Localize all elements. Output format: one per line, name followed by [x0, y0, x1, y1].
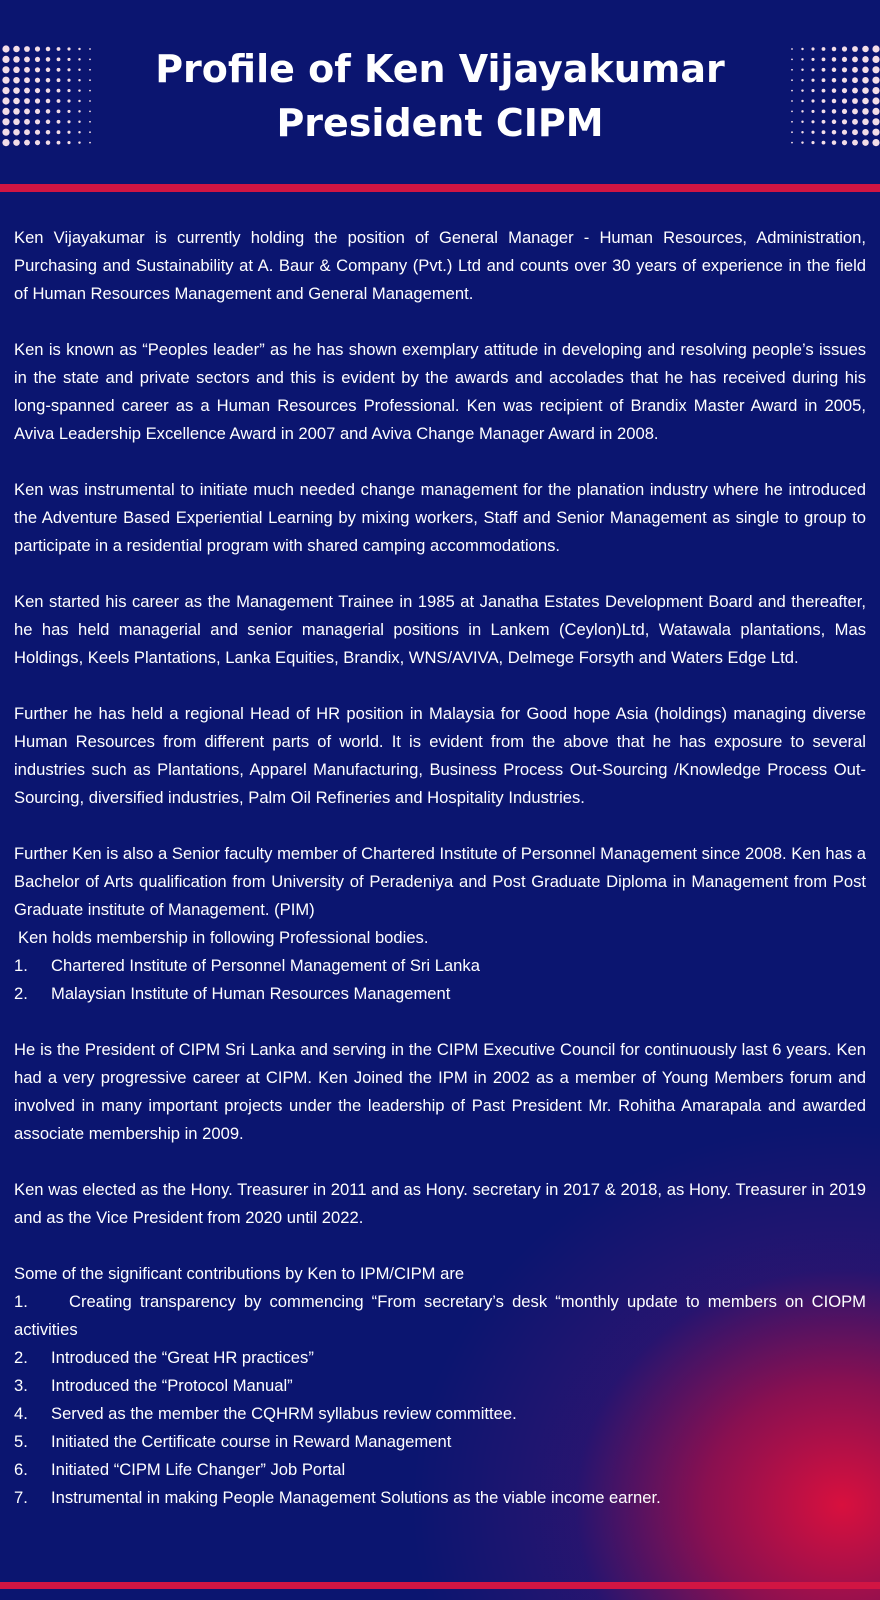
- list-item: 1. Chartered Institute of Personnel Management of Sri Lanka: [14, 956, 480, 975]
- membership-intro: Ken holds membership in following Professional bodies.: [18, 928, 429, 947]
- list-item: 4. Served as the member the CQHRM syllabus review committee.: [14, 1404, 517, 1423]
- list-item: 3. Introduced the “Protocol Manual”: [14, 1376, 293, 1395]
- paragraph-change-management: Ken was instrumental to initiate much needed change management for the planation industry where he introduced the Adventure Based Experiential Learning by mixing workers, Staff and Senior Management as single to group to participate in a residential program with shared camping accommodations.: [14, 480, 866, 555]
- contributions-intro: Some of the significant contributions by Ken to IPM/CIPM are: [14, 1264, 465, 1283]
- dot-pattern-right: [786, 44, 880, 148]
- list-item: 7. Instrumental in making People Management Solutions as the viable income earner.: [14, 1488, 661, 1507]
- paragraph-career-start: Ken started his career as the Management Trainee in 1985 at Janatha Estates Development Board and thereafter, he has held managerial and senior managerial positions in Lankem (Ceylon)Ltd, Watawala plantations, Mas Holdings, Keels Plantations, Lanka Equities, Brandix, WNS/AVIVA, Delmege Forsyth and Waters Edge Ltd.: [14, 592, 866, 667]
- list-item: 5. Initiated the Certificate course in Reward Management: [14, 1432, 452, 1451]
- paragraph-elected: Ken was elected as the Hony. Treasurer in 2011 and as Hony. secretary in 2017 & 2018, as Hony. Treasurer in 2019 and as the Vice President from 2020 until 2022.: [14, 1180, 866, 1227]
- membership-list: [14, 952, 866, 1008]
- list-item: 2. Malaysian Institute of Human Resources Management: [14, 984, 451, 1003]
- title-line-role: President CIPM: [276, 101, 604, 145]
- paragraph-faculty: Further Ken is also a Senior faculty member of Chartered Institute of Personnel Management since 2008. Ken has a Bachelor of Arts qualification from University of Peradeniya and Post Graduate Diploma in Management from Post Graduate institute of Management. (PIM): [14, 844, 866, 919]
- footer-divider: [0, 1582, 880, 1589]
- title-line-name: Profile of Ken Vijayakumar: [155, 47, 725, 91]
- page-title: [140, 42, 740, 150]
- paragraph-regional-hr: Further he has held a regional Head of HR position in Malaysia for Good hope Asia (holdings) managing diverse Human Resources from different parts of world. It is evident from the above that he has exposure to several industries such as Plantations, Apparel Manufacturing, Business Process Out-Sourcing /Knowledge Process Out-Sourcing, diversified industries, Palm Oil Refineries and Hospitality Industries.: [14, 704, 866, 807]
- header-banner: [0, 0, 880, 184]
- list-item: 6. Initiated “CIPM Life Changer” Job Portal: [14, 1460, 346, 1479]
- contributions-list: [14, 1288, 866, 1512]
- dot-pattern-left: [0, 44, 96, 148]
- list-item: 2. Introduced the “Great HR practices”: [14, 1348, 314, 1367]
- profile-body: [14, 224, 866, 1512]
- paragraph-peoples-leader: Ken is known as “Peoples leader” as he has shown exemplary attitude in developing and resolving people’s issues in the state and private sectors and this is evident by the awards and accolades that he has received during his long-spanned career as a Human Resources Professional. Ken was recipient of Brandix Master Award in 2005, Aviva Leadership Excellence Award in 2007 and Aviva Change Manager Award in 2008.: [14, 340, 866, 443]
- list-item: 1. Creating transparency by commencing “From secretary’s desk “monthly update to members on CIOPM activities: [14, 1292, 866, 1339]
- paragraph-position: Ken Vijayakumar is currently holding the position of General Manager - Human Resources, Administration, Purchasing and Sustainability at A. Baur & Company (Pvt.) Ltd and counts over 30 years of experience in the field of Human Resources Management and General Management.: [14, 228, 866, 303]
- header-divider: [0, 184, 880, 192]
- paragraph-president: He is the President of CIPM Sri Lanka and serving in the CIPM Executive Council for continuously last 6 years. Ken had a very progressive career at CIPM. Ken Joined the IPM in 2002 as a member of Young Members forum and involved in many important projects under the leadership of Past President Mr. Rohitha Amarapala and awarded associate membership in 2009.: [14, 1040, 866, 1143]
